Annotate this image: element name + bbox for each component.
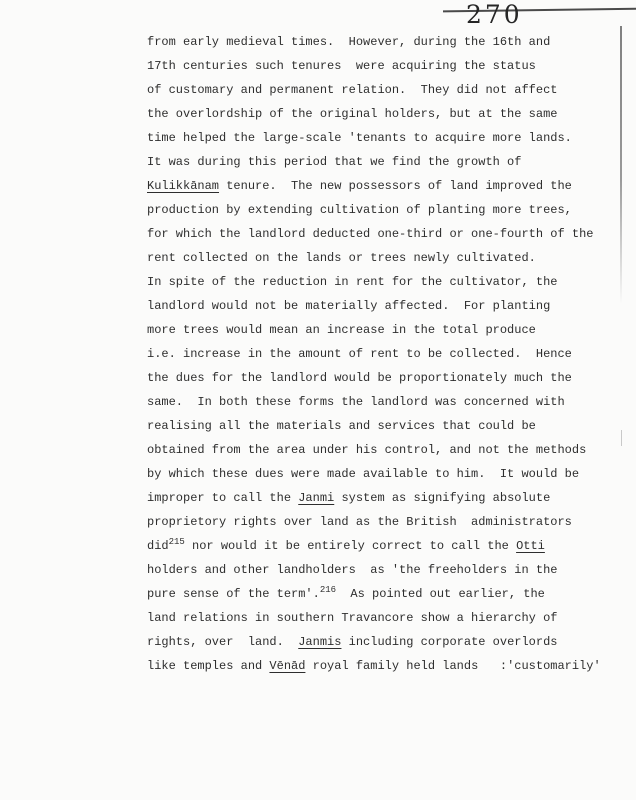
- text-segment: tenure. The new possessors of land improved the: [219, 179, 572, 193]
- body-text: [147, 30, 601, 678]
- text-line: [147, 342, 601, 366]
- text-segment: did: [147, 539, 169, 553]
- text-segment: realising all the materials and services that could be: [147, 419, 536, 433]
- underlined-term: Janmis: [298, 635, 342, 649]
- text-segment: time helped the large-scale 'tenants to acquire more lands.: [147, 131, 572, 145]
- text-line: [147, 30, 601, 54]
- text-line: [147, 654, 601, 678]
- text-line: [147, 366, 601, 390]
- text-segment: including corporate overlords: [341, 635, 558, 649]
- text-line: [147, 318, 601, 342]
- text-segment: rent collected on the lands or trees newly cultivated.: [147, 251, 536, 265]
- text-segment: system as signifying absolute: [334, 491, 551, 505]
- text-line: [147, 294, 601, 318]
- text-segment: from early medieval times. However, during the 16th and: [147, 35, 551, 49]
- text-segment: for which the landlord deducted one-third or one-fourth of the: [147, 227, 594, 241]
- text-segment: same. In both these forms the landlord was concerned with: [147, 395, 565, 409]
- text-line: [147, 558, 601, 582]
- text-line: [147, 390, 601, 414]
- text-line: [147, 606, 601, 630]
- text-segment: production by extending cultivation of planting more trees,: [147, 203, 572, 217]
- text-line: [147, 534, 601, 558]
- text-segment: nor would it be entirely correct to call the: [184, 539, 517, 553]
- footnote-reference: 216: [319, 585, 337, 595]
- text-segment: royal family held lands :'customarily': [305, 659, 601, 673]
- text-segment: like temples and: [147, 659, 270, 673]
- text-segment: pure sense of the term'.: [147, 587, 320, 601]
- text-line: [147, 630, 601, 654]
- right-margin-line: [620, 26, 622, 304]
- text-segment: the dues for the landlord would be proportionately much the: [147, 371, 572, 385]
- edge-tick-mark: [621, 430, 622, 446]
- underlined-term: Vēnād: [269, 659, 306, 673]
- text-line: [147, 414, 601, 438]
- text-line: [147, 270, 601, 294]
- text-line: [147, 246, 601, 270]
- text-segment: improper to call the: [147, 491, 299, 505]
- text-segment: land relations in southern Travancore show a hierarchy of: [147, 611, 558, 625]
- text-line: [147, 510, 601, 534]
- text-segment: In spite of the reduction in rent for the cultivator, the: [147, 275, 558, 289]
- text-segment: As pointed out earlier, the: [336, 587, 545, 601]
- footnote-reference: 215: [168, 537, 185, 547]
- text-segment: landlord would not be materially affected. For planting: [147, 299, 551, 313]
- text-segment: holders and other landholders as 'the freeholders in the: [147, 563, 558, 577]
- text-line: [147, 486, 601, 510]
- text-segment: more trees would mean an increase in the total produce: [147, 323, 536, 337]
- text-segment: It was during this period that we find the growth of: [147, 155, 522, 169]
- text-segment: of customary and permanent relation. They did not affect: [147, 83, 558, 97]
- text-segment: 17th centuries such tenures were acquiring the status: [147, 59, 536, 73]
- text-line: [147, 198, 601, 222]
- text-line: [147, 54, 601, 78]
- text-segment: proprietory rights over land as the British administrators: [147, 515, 572, 529]
- text-line: [147, 462, 601, 486]
- text-segment: obtained from the area under his control, and not the methods: [147, 443, 587, 457]
- text-line: [147, 174, 601, 198]
- underlined-term: Janmi: [298, 491, 335, 505]
- text-line: [147, 150, 601, 174]
- text-line: [147, 582, 601, 606]
- text-segment: i.e. increase in the amount of rent to be collected. Hence: [147, 347, 572, 361]
- page-number: 270: [466, 0, 523, 29]
- text-line: [147, 102, 601, 126]
- text-line: [147, 78, 601, 102]
- text-line: [147, 438, 601, 462]
- underlined-term: Otti: [516, 539, 545, 553]
- text-line: [147, 126, 601, 150]
- text-line: [147, 222, 601, 246]
- underlined-term: Kulikkānam: [147, 179, 220, 193]
- text-segment: rights, over land.: [147, 635, 299, 649]
- text-segment: by which these dues were made available to him. It would be: [147, 467, 580, 481]
- text-segment: the overlordship of the original holders, but at the same: [147, 107, 558, 121]
